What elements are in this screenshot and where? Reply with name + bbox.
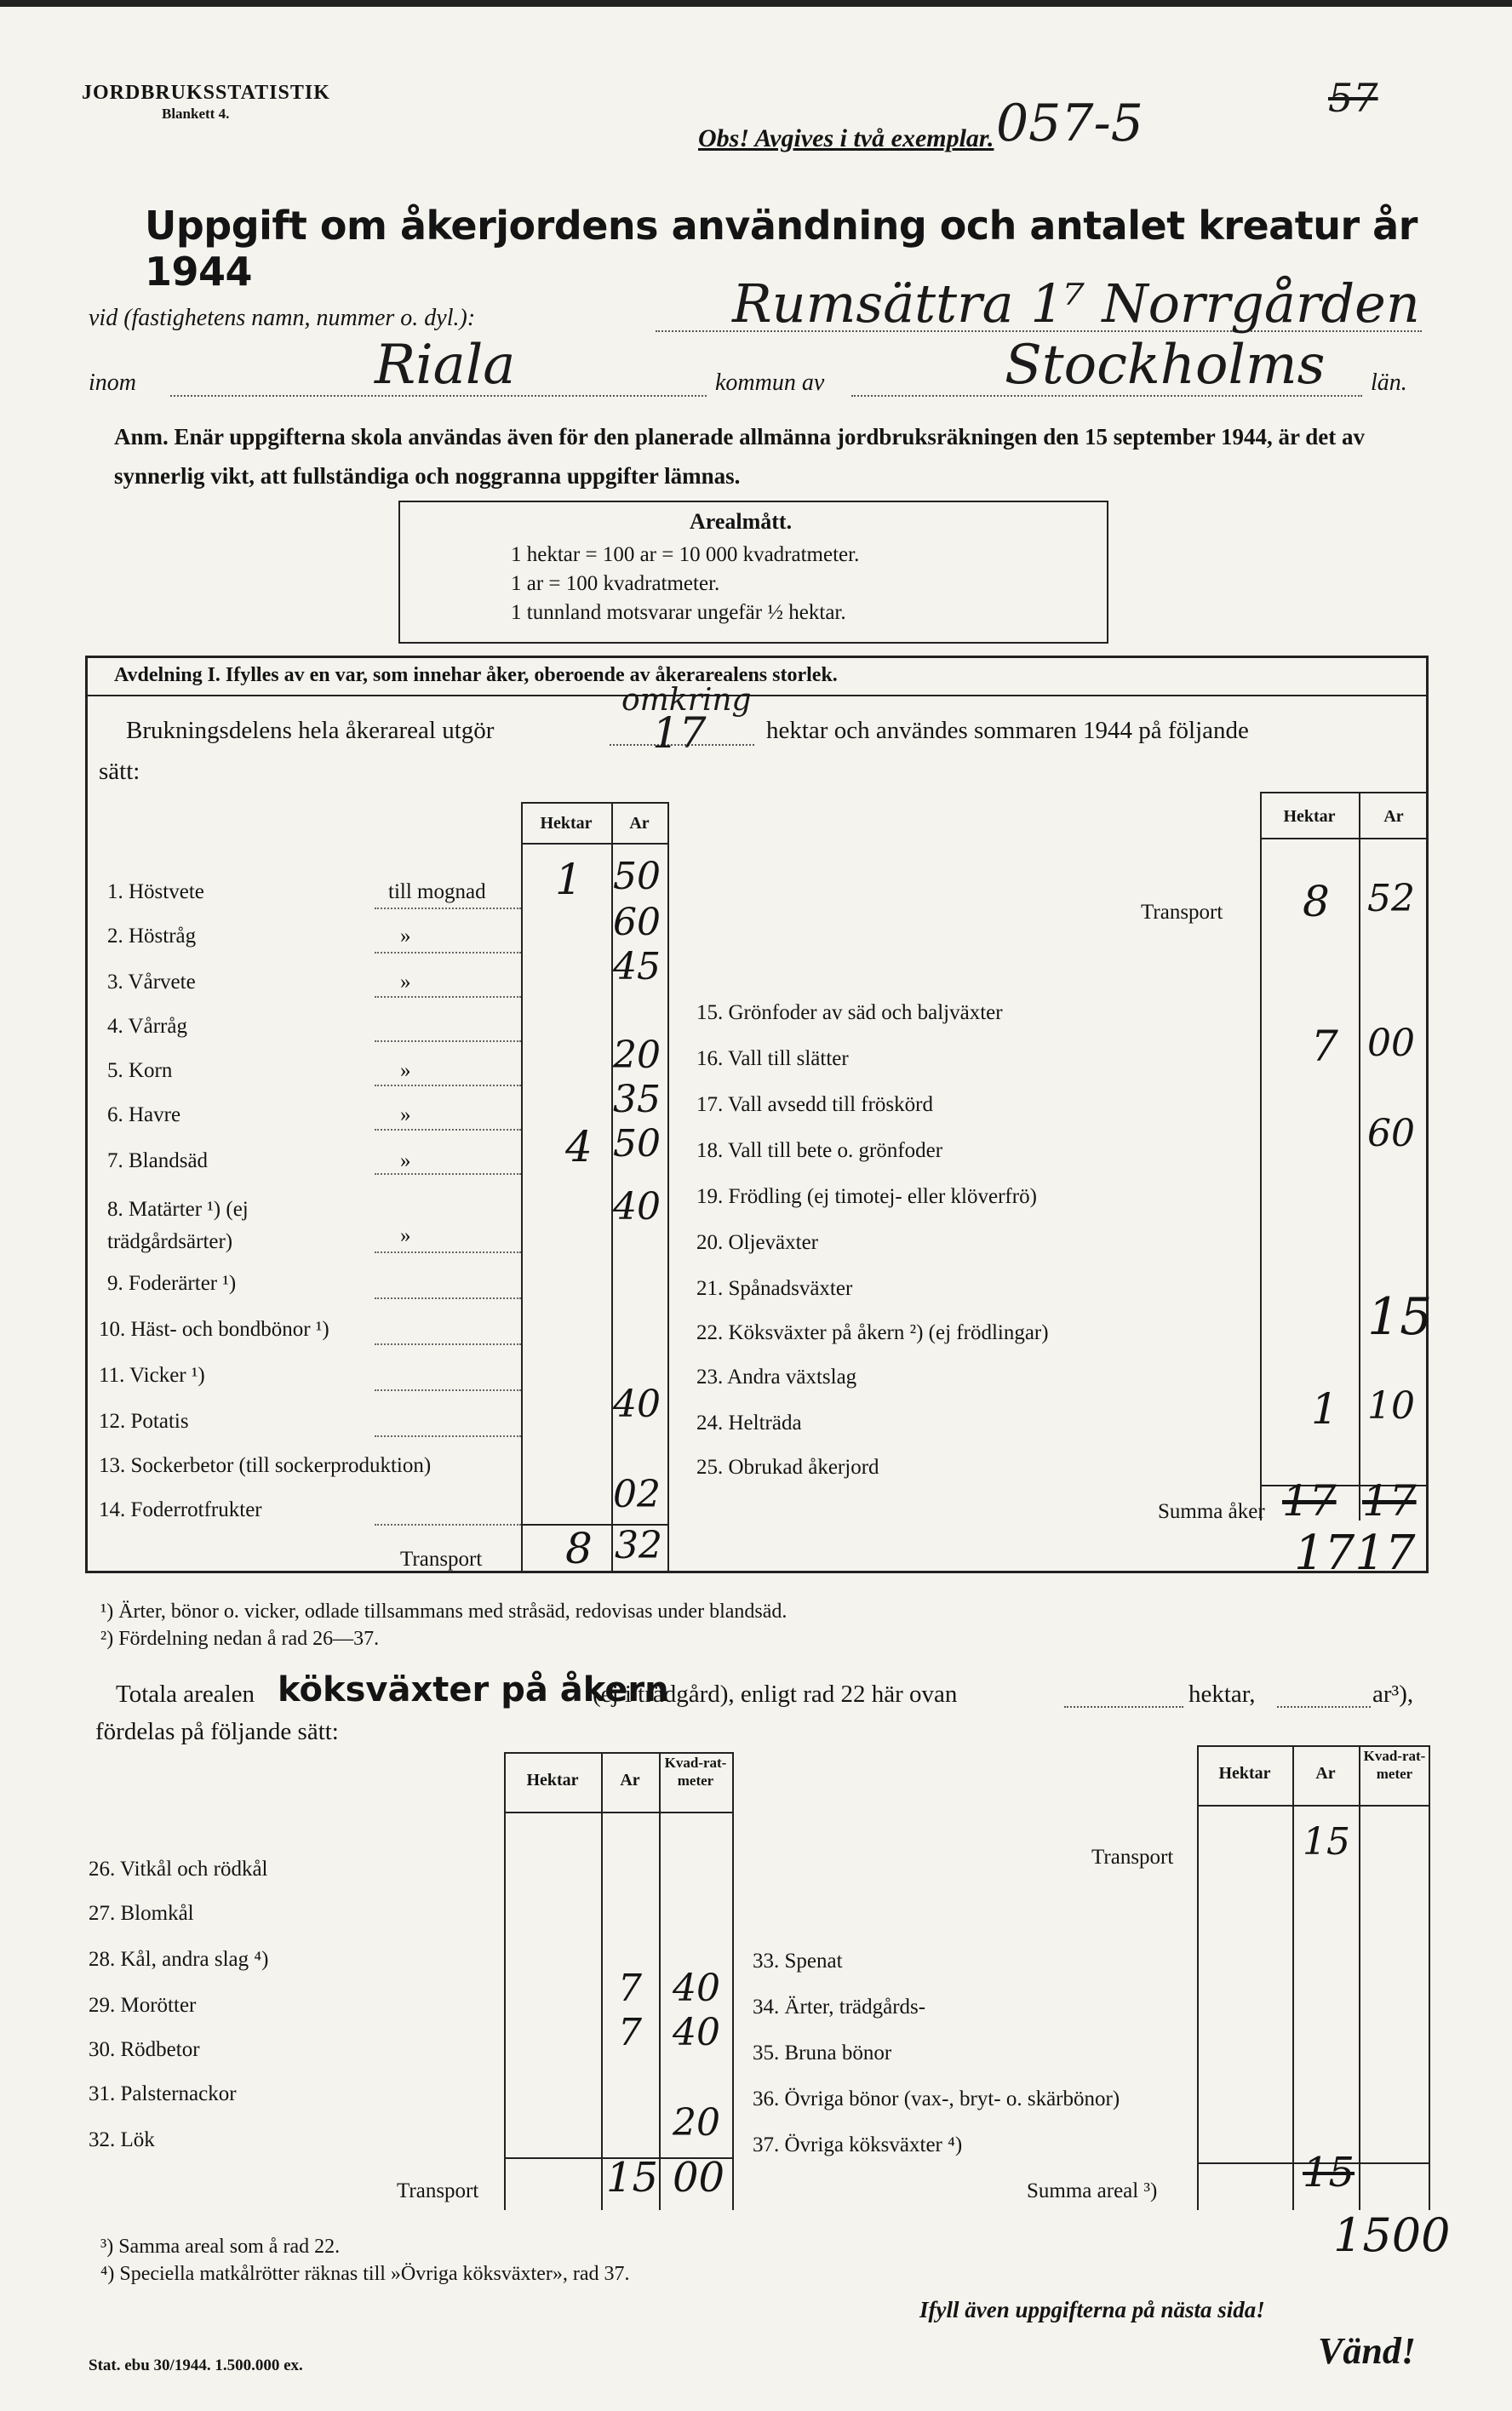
s2-right-head-rule xyxy=(1197,1805,1429,1807)
row-ar[interactable]: 20 xyxy=(613,1034,661,1077)
section2-intro-e: ar³), xyxy=(1372,1681,1414,1708)
handwritten-page: 57 xyxy=(1328,75,1378,121)
row-label: 25. Obrukad åkerjord xyxy=(696,1456,879,1479)
right-transport-hektar[interactable]: 8 xyxy=(1303,877,1330,926)
lan-label: län. xyxy=(1371,369,1407,396)
row-label: 19. Frödling (ej timotej- eller klöverfrö) xyxy=(696,1185,1037,1208)
leader xyxy=(375,1173,521,1175)
s2-right-transport-ar[interactable]: 15 xyxy=(1303,1820,1350,1864)
row-sub: » xyxy=(400,1224,411,1247)
row-ar[interactable]: 10 xyxy=(1367,1384,1415,1428)
s2-left-divider-3 xyxy=(659,1752,661,2210)
row-label: 3. Vårvete xyxy=(107,971,196,994)
kommun-value[interactable]: Riala xyxy=(375,334,516,397)
areal-line-1: 1 hektar = 100 ar = 10 000 kvadratmeter. xyxy=(511,543,860,566)
row-hektar[interactable]: 1 xyxy=(555,855,582,904)
footnote-4: ⁴) Speciella matkålrötter räknas till »Övriga köksväxter», rad 37. xyxy=(100,2263,630,2285)
property-label: vid (fastighetens namn, nummer o. dyl.): xyxy=(89,305,476,331)
left-transport-label: Transport xyxy=(400,1548,483,1571)
section1-heading-rule xyxy=(85,695,1429,696)
right-col-hektar-head: Hektar xyxy=(1283,807,1336,826)
section2-intro-b: köksväxter på åkern xyxy=(278,1670,669,1709)
leader xyxy=(375,1435,521,1437)
left-col-divider-1 xyxy=(521,802,523,1573)
kommun-label: kommun av xyxy=(715,369,825,396)
s2-right-hektar-head: Hektar xyxy=(1218,1764,1271,1783)
row-label: 35. Bruna bönor xyxy=(753,2042,892,2065)
row-label: 26. Vitkål och rödkål xyxy=(89,1858,268,1881)
s2-hektar-line xyxy=(1064,1706,1183,1708)
leader xyxy=(375,1297,521,1299)
row-sub: » xyxy=(400,1149,411,1172)
section1-intro-c: sätt: xyxy=(99,758,140,785)
leader xyxy=(375,1343,521,1345)
leader xyxy=(375,1524,521,1526)
row-label: 23. Andra växtslag xyxy=(696,1366,857,1389)
lan-value[interactable]: Stockholms xyxy=(1005,334,1326,397)
row-ar[interactable]: 00 xyxy=(1367,1022,1415,1065)
leader xyxy=(375,996,521,998)
right-col-divider-2 xyxy=(1359,792,1360,1520)
leader xyxy=(375,1389,521,1391)
row-ar[interactable]: 50 xyxy=(613,855,661,898)
row-label: 22. Köksväxter på åkern ²) (ej frödlingar) xyxy=(696,1321,1049,1344)
s2-summa-ar[interactable]: 15 xyxy=(1303,2149,1355,2196)
leader xyxy=(375,1040,521,1042)
row-ar[interactable]: 40 xyxy=(613,1383,661,1426)
left-col-top xyxy=(521,802,667,804)
footnote-3: ³) Samma areal som å rad 22. xyxy=(100,2236,341,2258)
row-label: 4. Vårråg xyxy=(107,1015,187,1038)
row-label: 17. Vall avsedd till fröskörd xyxy=(696,1093,933,1116)
areal-line-3: 1 tunnland motsvarar ungefär ½ hektar. xyxy=(511,601,846,624)
row-label: 28. Kål, andra slag ⁴) xyxy=(89,1948,269,1971)
row-ar[interactable]: 7 xyxy=(618,1967,642,2010)
scan-edge xyxy=(0,0,1512,7)
right-transport-label: Transport xyxy=(1141,901,1223,924)
summa-label: Summa åker xyxy=(1158,1500,1265,1523)
summa-hektar[interactable]: 17 xyxy=(1282,1476,1337,1526)
fill-note: Ifyll även uppgifterna på nästa sida! xyxy=(919,2297,1265,2322)
s2-left-divider-2 xyxy=(601,1752,603,2210)
section1-heading: Avdelning I. Ifylles av en var, som innehar åker, oberoende av åkerarealens storlek. xyxy=(114,664,838,686)
right-transport-ar[interactable]: 52 xyxy=(1367,877,1415,920)
row-label: 37. Övriga köksväxter ⁴) xyxy=(753,2133,963,2156)
s2-left-transport-label: Transport xyxy=(397,2179,479,2202)
left-col-ar-head: Ar xyxy=(629,814,650,833)
leader xyxy=(375,1085,521,1086)
section2-intro-c: (ej i trädgård), enligt rad 22 här ovan xyxy=(593,1681,958,1708)
row-hektar[interactable]: 7 xyxy=(1311,1022,1338,1071)
section2-intro-f: fördelas på följande sätt: xyxy=(95,1718,339,1745)
row-sub: » xyxy=(400,971,411,994)
row-ar[interactable]: 45 xyxy=(613,945,661,988)
s2-left-transport-ar[interactable]: 15 xyxy=(606,2154,659,2202)
row-label: 11. Vicker ¹) xyxy=(99,1364,205,1387)
s2-right-divider-2 xyxy=(1292,1745,1294,2210)
s2-right-divider-3 xyxy=(1359,1745,1360,2210)
s2-ar-line xyxy=(1277,1706,1371,1708)
left-col-head-rule xyxy=(521,843,667,845)
summa-ar[interactable]: 17 xyxy=(1362,1476,1417,1526)
leader xyxy=(375,1251,521,1253)
left-col-hektar-head: Hektar xyxy=(540,814,593,833)
leader xyxy=(375,1129,521,1131)
row-label: 18. Vall till bete o. grönfoder xyxy=(696,1139,943,1162)
footnote-1: ¹) Ärter, bönor o. vicker, odlade tillsammans med stråsäd, redovisas under blandsäd. xyxy=(100,1601,788,1623)
turn-over: Vänd! xyxy=(1318,2330,1416,2372)
areal-line-2: 1 ar = 100 kvadratmeter. xyxy=(511,572,720,595)
s2-left-hektar-head: Hektar xyxy=(526,1771,579,1790)
right-col-top xyxy=(1260,792,1429,793)
form-title: Uppgift om åkerjordens användning och antalet kreatur år 1944 xyxy=(145,203,1418,295)
s2-right-divider-4 xyxy=(1429,1745,1430,2210)
s2-left-ar-head: Ar xyxy=(620,1771,640,1790)
row-ar[interactable]: 40 xyxy=(613,1185,661,1228)
handwritten-omkring: omkring xyxy=(621,683,752,718)
s2-right-kvm-head: Kvad-rat-meter xyxy=(1363,1748,1426,1782)
row-label: 24. Helträda xyxy=(696,1412,802,1435)
row-label: 6. Havre xyxy=(107,1103,181,1126)
row-label: 30. Rödbetor xyxy=(89,2038,200,2061)
row-ar[interactable]: 60 xyxy=(613,901,661,944)
handwritten-code: 057-5 xyxy=(996,94,1143,153)
s2-left-transport-kvm[interactable]: 00 xyxy=(673,2154,725,2202)
form-number: Blankett 4. xyxy=(162,106,230,122)
row-ar[interactable]: 50 xyxy=(613,1122,661,1165)
series-title: JORDBRUKSSTATISTIK xyxy=(82,82,330,104)
row-ar[interactable]: 60 xyxy=(1367,1112,1415,1155)
row-label: 15. Grönfoder av säd och baljväxter xyxy=(696,1001,1003,1024)
left-transport-ar[interactable]: 32 xyxy=(615,1524,662,1567)
row-label: 7. Blandsäd xyxy=(107,1149,209,1172)
row-sub: » xyxy=(400,1059,411,1082)
row-sub: » xyxy=(400,1103,411,1126)
areal-box xyxy=(398,501,1108,644)
row-label: 5. Korn xyxy=(107,1059,173,1082)
right-col-head-rule xyxy=(1260,838,1429,839)
s2-left-kvm-head: Kvad-rat-meter xyxy=(664,1755,727,1789)
note-text: Anm. Enär uppgifterna skola användas även för den planerade allmänna jordbruksräkningen den 15 september 1944, är det av synnerlig vikt, att fullständiga och noggranna uppgifter lämnas. xyxy=(114,424,1365,489)
footnote-2: ²) Fördelning nedan å rad 26—37. xyxy=(100,1628,380,1650)
left-col-divider-3 xyxy=(667,802,669,1573)
left-transport-hektar[interactable]: 8 xyxy=(565,1524,593,1573)
s2-left-head-rule xyxy=(504,1812,732,1813)
row-label: 12. Potatis xyxy=(99,1410,189,1433)
s2-left-divider-1 xyxy=(504,1752,506,2210)
s2-right-divider-1 xyxy=(1197,1745,1199,2210)
row-sub: » xyxy=(400,925,411,948)
row-label: 31. Palsternackor xyxy=(89,2082,237,2105)
row-label: 29. Morötter xyxy=(89,1994,197,2017)
handwritten-total[interactable]: 17 xyxy=(652,708,707,758)
section2-intro-a: Totala arealen xyxy=(116,1681,255,1708)
leader xyxy=(375,952,521,954)
row-label: 9. Foderärter ¹) xyxy=(107,1272,237,1295)
row-hektar[interactable]: 1 xyxy=(1311,1384,1338,1434)
row-label: 20. Oljeväxter xyxy=(696,1231,819,1254)
s2-summa-total-hw[interactable]: 1500 xyxy=(1333,2208,1451,2262)
section1-intro-a: Brukningsdelens hela åkerareal utgör xyxy=(126,717,495,744)
row-ar[interactable]: 7 xyxy=(618,2011,642,2054)
print-info: Stat. ebu 30/1944. 1.500.000 ex. xyxy=(89,2357,303,2374)
row-ar[interactable]: 02 xyxy=(613,1473,661,1516)
s2-right-ar-head: Ar xyxy=(1315,1764,1336,1783)
areal-title: Arealmått. xyxy=(690,509,793,534)
row-label: 27. Blomkål xyxy=(89,1902,194,1925)
row-ar[interactable]: 35 xyxy=(613,1078,661,1121)
obs-note: Obs! Avgives i två exemplar. xyxy=(698,124,994,152)
row-ar[interactable]: 15 xyxy=(1367,1287,1433,1347)
row-label: 32. Lök xyxy=(89,2128,155,2151)
row-label: 8. Matärter ¹) (ej trädgårdsärter) xyxy=(107,1198,249,1253)
row-kvm[interactable]: 20 xyxy=(673,2101,720,2145)
s2-summa-label: Summa areal ³) xyxy=(1027,2179,1158,2202)
property-value[interactable]: Rumsättra 1⁷ Norrgården xyxy=(732,272,1420,335)
row-sub: till mognad xyxy=(388,880,486,903)
row-label: 33. Spenat xyxy=(753,1950,843,1973)
row-label: 13. Sockerbetor (till sockerproduktion) xyxy=(99,1454,432,1477)
row-kvm[interactable]: 40 xyxy=(673,2011,720,2054)
row-label: 16. Vall till slätter xyxy=(696,1047,849,1070)
row-label: 21. Spånadsväxter xyxy=(696,1277,853,1300)
row-label: 36. Övriga bönor (vax-, bryt- o. skärbönor) xyxy=(753,2087,1120,2110)
row-label: 2. Höstråg xyxy=(107,925,197,948)
row-label: 14. Foderrotfrukter xyxy=(99,1498,262,1521)
row-hektar[interactable]: 4 xyxy=(565,1122,593,1171)
right-col-divider-1 xyxy=(1260,792,1262,1520)
row-label: 10. Häst- och bondbönor ¹) xyxy=(99,1318,329,1341)
row-label: 1. Höstvete xyxy=(107,880,204,903)
right-col-ar-head: Ar xyxy=(1383,807,1404,826)
s2-left-divider-4 xyxy=(732,1752,734,2210)
section1-intro-b: hektar och användes sommaren 1944 på följande xyxy=(766,717,1249,744)
summa-total-hw[interactable]: 1717 xyxy=(1294,1526,1416,1581)
section2-intro-d: hektar, xyxy=(1188,1681,1256,1708)
s2-right-transport-label: Transport xyxy=(1091,1846,1174,1869)
inom-label: inom xyxy=(89,369,136,396)
leader xyxy=(375,908,521,909)
row-kvm[interactable]: 40 xyxy=(673,1967,720,2010)
row-label: 34. Ärter, trädgårds- xyxy=(753,1996,926,2019)
